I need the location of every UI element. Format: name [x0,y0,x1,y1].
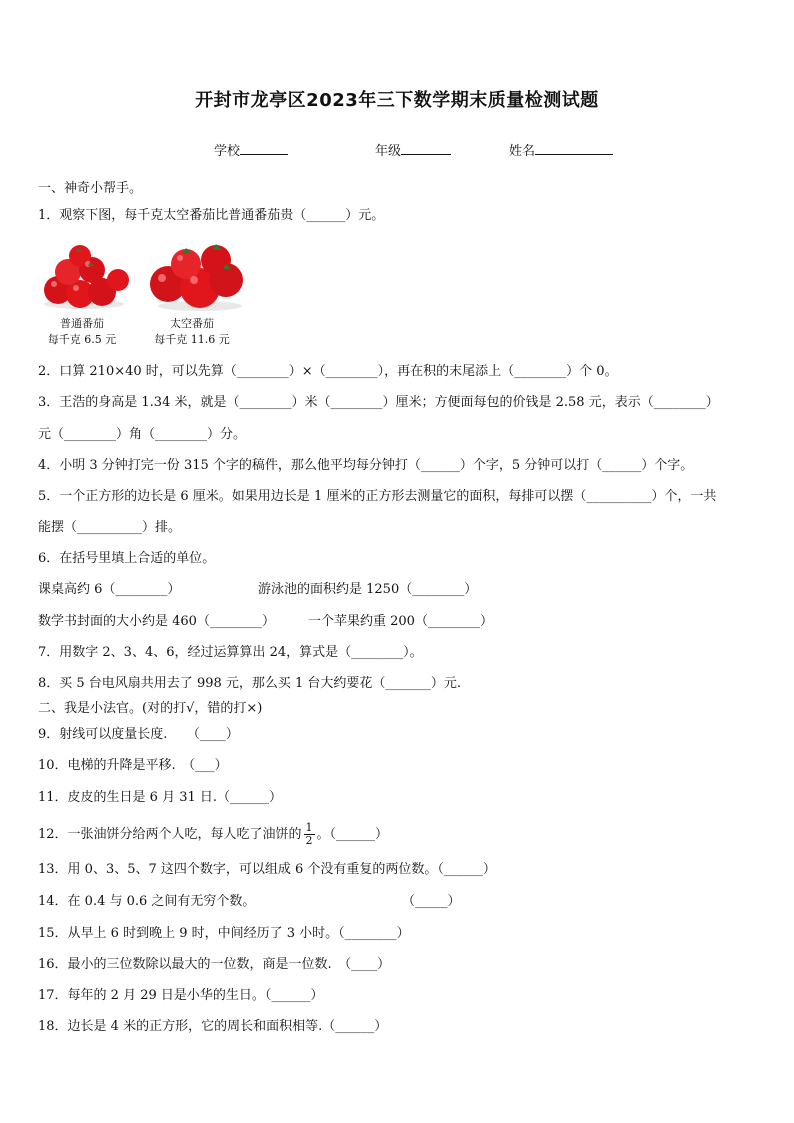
question-1: 1．观察下图，每千克太空番茄比普通番茄贵（______）元。 [38,208,385,223]
question-9: 9．射线可以度量长度. （____） [38,727,239,742]
question-11: 11．皮皮的生日是 6 月 31 日.（______） [38,790,283,805]
regular-tomato-pile-icon [44,245,129,309]
question-13: 13．用 0、3、5、7 这四个数字，可以组成 6 个没有重复的两位数。（______） [38,862,496,877]
name-blank[interactable] [535,142,613,155]
fraction-one-half [304,822,315,847]
question-6: 6．在括号里填上合适的单位。 [38,551,216,566]
grade-label: 年级 [375,144,402,159]
space-tomato-name: 太空番茄 [170,317,214,330]
name-field [509,140,613,159]
space-tomato-pile-icon [150,244,243,311]
regular-tomato-price: 每千克 6.5 元 [47,333,117,346]
question-3-line-2: 元（________）角（________）分。 [38,427,247,442]
question-14: 14．在 0.4 与 0.6 之间有无穷个数。 [38,894,256,909]
question-14-blank: （_____） [402,894,461,909]
question-5-line-2: 能摆（__________）排。 [38,520,182,535]
section-1-heading: 一、神奇小帮手。 [38,181,143,196]
grade-blank[interactable] [401,142,451,155]
question-2: 2．口算 210×40 时，可以先算（________）×（________），再在积的末尾添上（________）个 0。 [38,364,618,379]
section-2-heading: 二、我是小法官。(对的打√，错的打×) [38,701,263,716]
fraction-numerator: 1 [305,821,313,834]
school-label: 学校 [214,144,241,159]
question-12 [38,822,388,847]
question-16: 16．最小的三位数除以最大的一位数，商是一位数. （____） [38,957,391,972]
question-4: 4．小明 3 分钟打完一份 315 个字的稿件，那么他平均每分钟打（______）个字，5 分钟可以打（______）个字。 [38,458,694,473]
grade-field [375,140,451,159]
question-3-line-1: 3．王浩的身高是 1.34 米，就是（________）米（________）厘米；方便面每包的价钱是 2.58 元，表示（________） [38,395,719,410]
school-field [214,140,288,159]
question-17: 17．每年的 2 月 29 日是小华的生日。（______） [38,988,324,1003]
question-6-item-d: 一个苹果约重 200（________） [308,614,493,629]
question-7: 7．用数字 2、3、4、6，经过运算算出 24，算式是（________）。 [38,645,423,660]
space-tomato-price: 每千克 11.6 元 [154,333,230,346]
question-12-blank: 。（______） [316,827,389,842]
name-label: 姓名 [509,144,536,159]
question-5-line-1: 5．一个正方形的边长是 6 厘米。如果用边长是 1 厘米的正方形去测量它的面积，每排可以摆（__________）个，一共 [38,489,717,504]
page-title: 开封市龙亭区2023年三下数学期末质量检测试题 [195,90,599,111]
question-6-item-b: 游泳池的面积约是 1250（________） [258,582,478,597]
question-10: 10．电梯的升降是平移. （___） [38,758,228,773]
tomato-illustration [40,240,250,312]
question-18: 18．边长是 4 米的正方形，它的周长和面积相等.（______） [38,1019,388,1034]
question-6-item-a: 课桌高约 6（________） [38,582,181,597]
question-6-item-c: 数学书封面的大小约是 460（________） [38,614,275,629]
question-15: 15．从早上 6 时到晚上 9 时，中间经历了 3 小时。（________） [38,926,410,941]
question-12-text: 12．一张油饼分给两个人吃，每人吃了油饼的 [38,827,302,842]
question-8: 8．买 5 台电风扇共用去了 998 元，那么买 1 台大约要花（_______）元. [38,676,462,691]
fraction-denominator: 2 [305,834,313,847]
regular-tomato-name: 普通番茄 [60,317,104,330]
school-blank[interactable] [240,142,288,155]
